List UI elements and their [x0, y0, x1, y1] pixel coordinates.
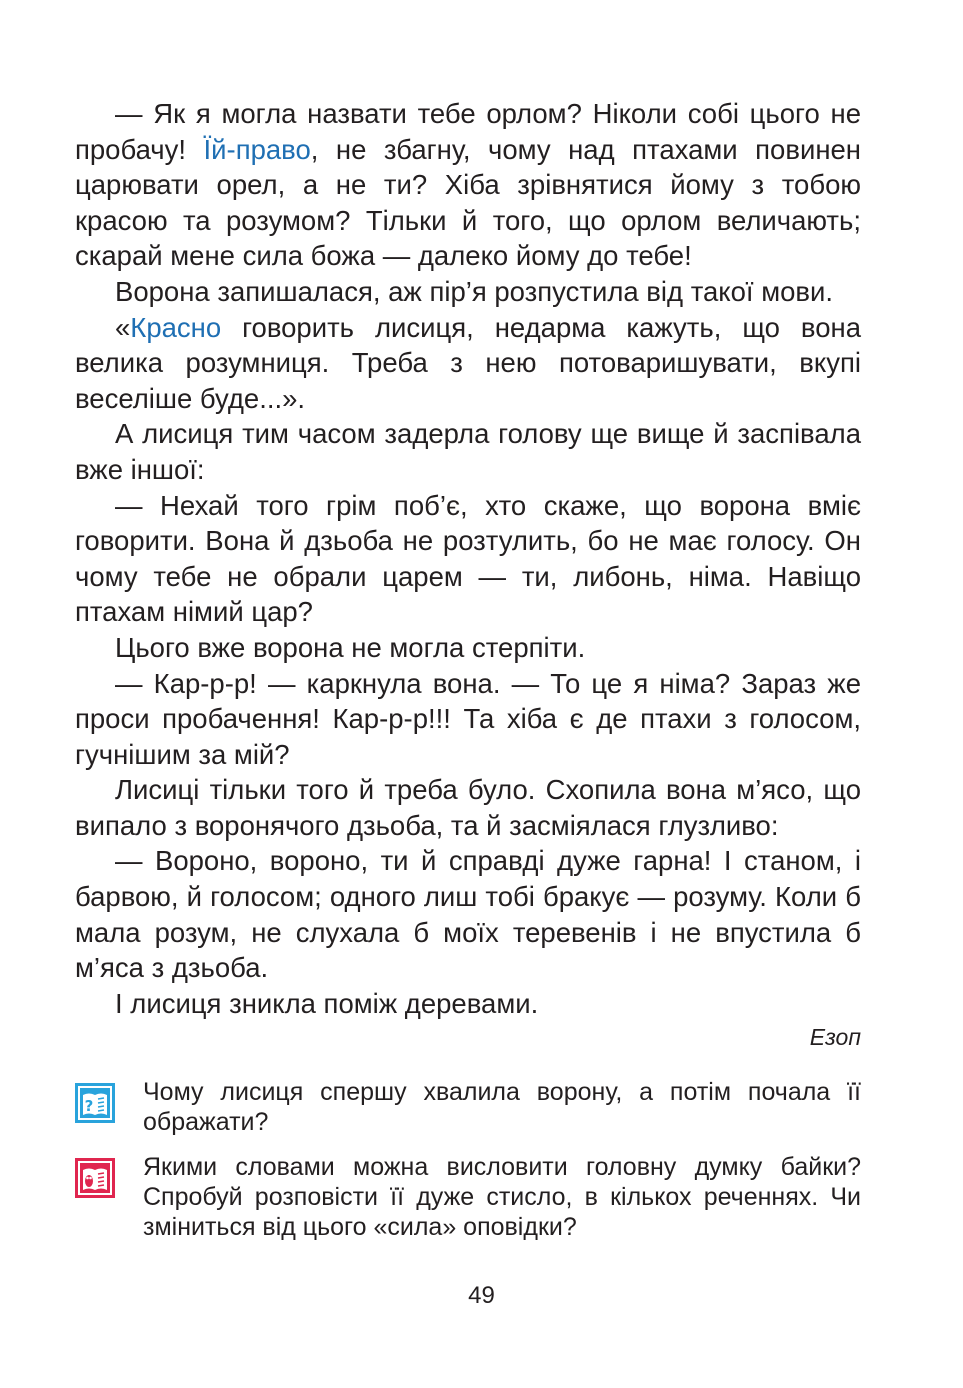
question-book-icon: [75, 1083, 115, 1123]
task-text: Чому лисиця спершу хвалила ворону, а потім почала її ображати?: [143, 1078, 861, 1136]
paragraph: — Вороно, вороно, ти й справді дуже гарна! І станом, і барвою, й голосом; одного лиш тобі бракує — розуму. Коли б мала розум, не слухала б моїх теревенів і не впустила б м’яса з дзьоба.: [75, 845, 861, 984]
paragraph: «Красно говорить лисиця, недарма кажуть, що вона велика розумниця. Треба з нею потоваришувати, вкупі веселіше буде...».: [75, 311, 861, 414]
task-text: Якими словами можна висловити головну думку байки? Спробуй розповісти її дуже стисло, в кількох реченнях. Чи зміниться від цього «сила» оповідки?: [143, 1153, 861, 1241]
paragraph: — Нехай того грім поб’є, хто скаже, що ворона вміє говорити. Вона й дзьоба не розтулить, бо не має голосу. Он чому тебе не обрали царем — ти, либонь, німа. Навіщо птахам німий цар?: [75, 489, 861, 628]
author-name: Езоп: [809, 1024, 861, 1051]
page-number: 49: [468, 1282, 495, 1309]
story-text: [75, 96, 861, 1052]
paragraph: — Як я могла назвати тебе орлом? Ніколи собі цього не пробачу! Їй-право, не збагну, чому над птахами повинен царювати орел, а не ти? Хіба зрівнятися йому з тобою красою та розумом? Тільки й того, що орлом величають; скарай мене сила божа — далеко йому до тебе!: [75, 98, 861, 272]
svg-text:?: ?: [84, 1097, 94, 1115]
owl-book-icon: [75, 1158, 115, 1198]
highlighted-word[interactable]: Їй-право: [203, 133, 311, 165]
paragraph: — Кар-р-р! — каркнула вона. — То це я німа? Зараз же проси пробачення! Кар-р-р!!! Та хіба є де птахи з голосом, гучнішим за мій?: [75, 667, 861, 770]
paragraph: Ворона запишалася, аж пір’я розпустила від такої мови.: [115, 275, 834, 307]
paragraph: І лисиця зникла поміж деревами.: [115, 987, 539, 1019]
paragraph: Лисиці тільки того й треба було. Схопила вона м’ясо, що випало з воронячого дзьоба, та й засміялася глузливо:: [75, 774, 861, 841]
paragraph: Цього вже ворона не могла стерпіти.: [115, 631, 586, 663]
highlighted-word[interactable]: Красно: [130, 311, 222, 343]
paragraph: А лисиця тим часом задерла голову ще вище й заспівала вже іншої:: [75, 418, 861, 485]
